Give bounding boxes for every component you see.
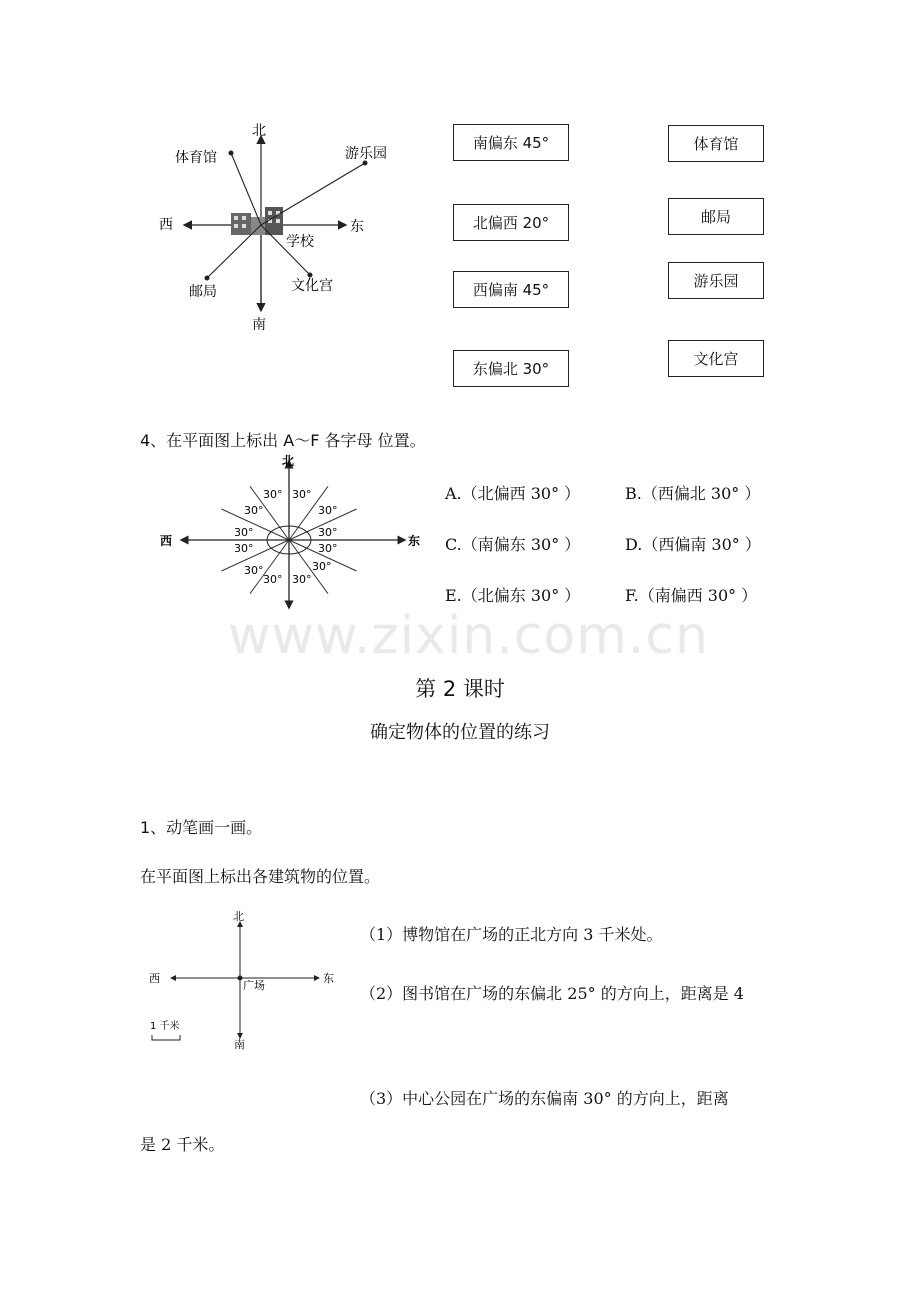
north-label: 北 bbox=[252, 123, 266, 139]
option-d: D.（西偏南 30° ） bbox=[625, 535, 761, 554]
option-c: C.（南偏东 30° ） bbox=[445, 535, 581, 554]
south-label: 南 bbox=[252, 317, 266, 333]
angle-label: 30° bbox=[234, 526, 254, 539]
direction-box-3[interactable]: 西偏南 45° bbox=[453, 271, 569, 308]
option-e: E.（北偏东 30° ） bbox=[445, 586, 581, 605]
angle-label: 30° bbox=[234, 542, 254, 555]
question4-title: 4、在平面图上标出 A～F 各字母 位置。 bbox=[140, 431, 426, 450]
option-b: B.（西偏北 30° ） bbox=[625, 484, 761, 503]
item-3-continued: 是 2 千米。 bbox=[140, 1135, 225, 1154]
angle-label: 30° bbox=[292, 573, 312, 586]
culture-label: 文化宫 bbox=[291, 278, 333, 294]
direction-box-2[interactable]: 北偏西 20° bbox=[453, 204, 569, 241]
park-label: 游乐园 bbox=[345, 146, 387, 162]
place-box-park[interactable]: 游乐园 bbox=[668, 262, 764, 299]
watermark: www.zixin.com.cn bbox=[228, 606, 709, 666]
east-label-2: 东 bbox=[408, 534, 421, 548]
place-box-culture[interactable]: 文化宫 bbox=[668, 340, 764, 377]
item-2: （2）图书馆在广场的东偏北 25° 的方向上，距离是 4 bbox=[360, 984, 744, 1003]
post-label: 邮局 bbox=[189, 284, 217, 300]
angle-label: 30° bbox=[318, 542, 338, 555]
angle-label: 30° bbox=[263, 488, 283, 501]
north-label-3: 北 bbox=[233, 910, 244, 923]
east-label-3: 东 bbox=[323, 972, 334, 985]
plaza-label: 广场 bbox=[243, 979, 265, 992]
angle-compass-diagram bbox=[152, 452, 432, 612]
angle-label: 30° bbox=[318, 526, 338, 539]
direction-box-4[interactable]: 东偏北 30° bbox=[453, 350, 569, 387]
gym-label: 体育馆 bbox=[175, 150, 217, 166]
direction-box-1[interactable]: 南偏东 45° bbox=[453, 124, 569, 161]
scale-label: 1 千米 bbox=[150, 1021, 180, 1032]
west-label-2: 西 bbox=[160, 534, 173, 548]
angle-label: 30° bbox=[263, 573, 283, 586]
east-label: 东 bbox=[350, 219, 364, 235]
option-f: F.（南偏西 30° ） bbox=[625, 586, 758, 605]
option-a: A.（北偏西 30° ） bbox=[445, 484, 581, 503]
south-label-3: 南 bbox=[234, 1038, 245, 1051]
school-label: 学校 bbox=[286, 234, 314, 250]
angle-label: 30° bbox=[292, 488, 312, 501]
lesson-subtitle: 确定物体的位置的练习 bbox=[370, 722, 550, 743]
lesson-title: 第 2 课时 bbox=[415, 677, 505, 701]
plaza-compass-diagram bbox=[140, 905, 345, 1055]
west-label-3: 西 bbox=[149, 972, 160, 985]
angle-label: 30° bbox=[312, 560, 332, 573]
section1-title: 1、动笔画一画。 bbox=[140, 818, 263, 837]
west-label: 西 bbox=[159, 217, 173, 233]
section1-instruction: 在平面图上标出各建筑物的位置。 bbox=[140, 867, 381, 886]
school-compass-diagram bbox=[145, 115, 405, 340]
place-box-gym[interactable]: 体育馆 bbox=[668, 125, 764, 162]
item-1: （1）博物馆在广场的正北方向 3 千米处。 bbox=[360, 925, 663, 944]
angle-label: 30° bbox=[244, 564, 264, 577]
item-3: （3）中心公园在广场的东偏南 30° 的方向上，距离 bbox=[360, 1089, 729, 1108]
north-label-2: 北 bbox=[282, 454, 295, 468]
angle-label: 30° bbox=[244, 504, 264, 517]
angle-label: 30° bbox=[318, 504, 338, 517]
place-box-post[interactable]: 邮局 bbox=[668, 198, 764, 235]
